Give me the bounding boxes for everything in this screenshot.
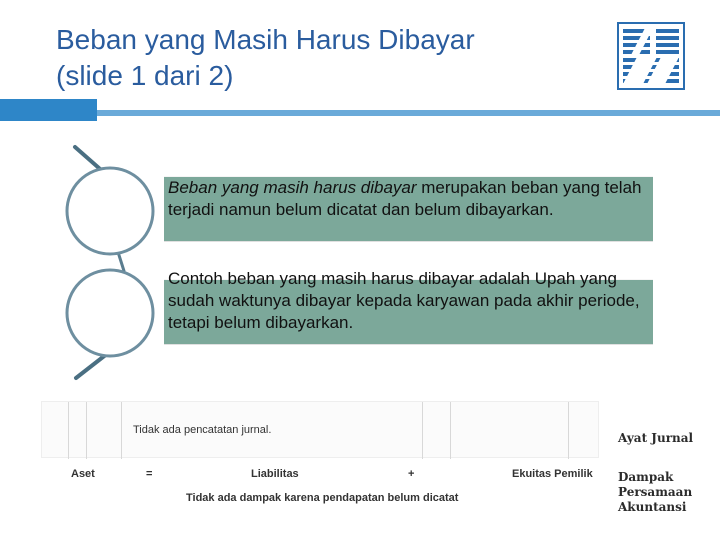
equation-liabilities: Liabilitas [251,468,299,480]
connector-line [118,252,124,271]
effect-label-line3: Akuntansi [618,500,687,514]
effect-label [618,470,692,515]
divider [450,402,451,459]
bullet-circle [67,270,153,356]
journal-entry-label: Ayat Jurnal [618,431,694,445]
effect-label-line1: Dampak [618,470,674,484]
divider [68,402,69,459]
equation-equity: Ekuitas Pemilik [512,468,593,480]
divider [568,402,569,459]
equation-effect-note: Tidak ada dampak karena pendapatan belum dicatat [186,492,459,504]
divider [422,402,423,459]
connector-line [76,350,112,378]
journal-entry-panel [41,401,599,458]
accent-band [0,99,97,121]
point-box-definition [164,176,653,242]
equation-equals: = [146,468,153,480]
bullet-circle [67,168,153,254]
equation-plus: + [408,468,415,480]
definition-term: Beban yang masih harus dibayar [168,178,417,197]
connector-line [75,147,108,176]
example-text: Contoh beban yang masih harus dibayar adalah Upah yang sudah waktunya dibayar kepada karyawan pada akhir periode, tetapi belum dibayarkan. [168,269,640,332]
slide-title-line1: Beban yang Masih Harus Dibayar [56,24,475,55]
divider [86,402,87,459]
definition-text: merupakan beban yang telah terjadi namun belum dicatat dan belum dibayarkan. [168,178,642,219]
effect-label-line2: Persamaan [618,485,693,499]
slide-title-line2: (slide 1 dari 2) [56,60,234,91]
journal-entry-text: Tidak ada pencatatan jurnal. [133,424,272,436]
slide-title [56,22,596,94]
accent-band-line [97,110,720,116]
point-box-example [164,269,653,345]
equation-assets: Aset [71,468,95,480]
divider [121,402,122,459]
publisher-logo-icon [617,22,685,90]
